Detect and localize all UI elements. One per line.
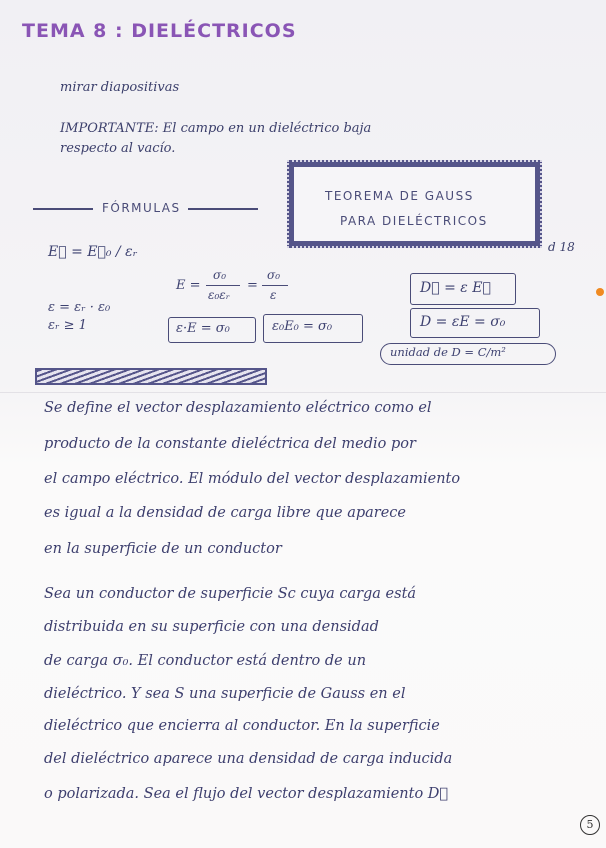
gauss-theorem-box [287,160,542,248]
paragraph-line-7: distribuida en su superficie con una densidad [44,619,379,635]
e-frac2-numerator: σ₀ [267,268,281,282]
important-line-1: IMPORTANTE: El campo en un dieléctrico baja [60,121,372,136]
paragraph-line-11: del dieléctrico aparece una densidad de carga inducida [44,751,453,767]
paragraph-line-3: el campo eléctrico. El módulo del vector desplazamiento [44,471,461,487]
epsilon-condition: εᵣ ≥ 1 [48,318,87,333]
gauss-box-line-2: PARA DIELÉCTRICOS [340,214,488,228]
e-frac2-denominator: ε [270,288,277,302]
e-formula-equals: = [247,278,258,293]
d-vector-formula: D⃗ = ε E⃗ [420,280,491,296]
rule-right [188,208,258,210]
paragraph-line-2: producto de la constante dieléctrica del medio por [44,436,416,452]
formulas-heading: FÓRMULAS [102,201,181,215]
note-slides: mirar diapositivas [60,80,180,95]
important-line-2: respecto al vacío. [60,141,176,156]
section-divider-bar [35,368,267,385]
epsilon-definition: ε = εᵣ · ε₀ [48,300,111,315]
paragraph-line-9: dieléctrico. Y sea S una superficie de Gauss en el [44,686,406,702]
e-frac1-numerator: σ₀ [213,268,227,282]
formula-box-1-text: ε·E = σ₀ [176,321,230,336]
e-vector-formula: E⃗ = E⃗₀ / εᵣ [48,244,138,260]
e-frac2-bar [262,285,288,286]
d-unit-text: unidad de D = C/m² [390,345,506,359]
e-frac1-bar [206,285,240,286]
paragraph-line-1: Se define el vector desplazamiento eléctrico como el [44,400,432,416]
gauss-box-line-1: TEOREMA DE GAUSS [325,189,474,203]
e-frac1-denominator: ε₀εᵣ [208,288,230,302]
paragraph-line-4: es igual a la densidad de carga libre que aparece [44,505,407,521]
e-formula-lhs: E = [176,278,201,293]
formula-box-2-text: ε₀E₀ = σ₀ [272,319,333,334]
paragraph-line-6: Sea un conductor de superficie Sc cuya carga está [44,586,417,602]
paragraph-line-10: dieléctrico que encierra al conductor. En la superficie [44,718,440,734]
d-scalar-formula: D = εE = σ₀ [420,314,506,330]
paragraph-line-5: en la superficie de un conductor [44,541,282,557]
orange-mark [596,288,604,296]
rule-left [33,208,93,210]
gauss-page-ref: d 18 [548,240,575,254]
page-fold [0,392,606,393]
page-number: 5 [580,815,600,835]
paragraph-line-12: o polarizada. Sea el flujo del vector desplazamiento D⃗ [44,786,449,802]
paragraph-line-8: de carga σ₀. El conductor está dentro de un [44,653,367,669]
page-title: TEMA 8 : DIELÉCTRICOS [22,20,297,42]
